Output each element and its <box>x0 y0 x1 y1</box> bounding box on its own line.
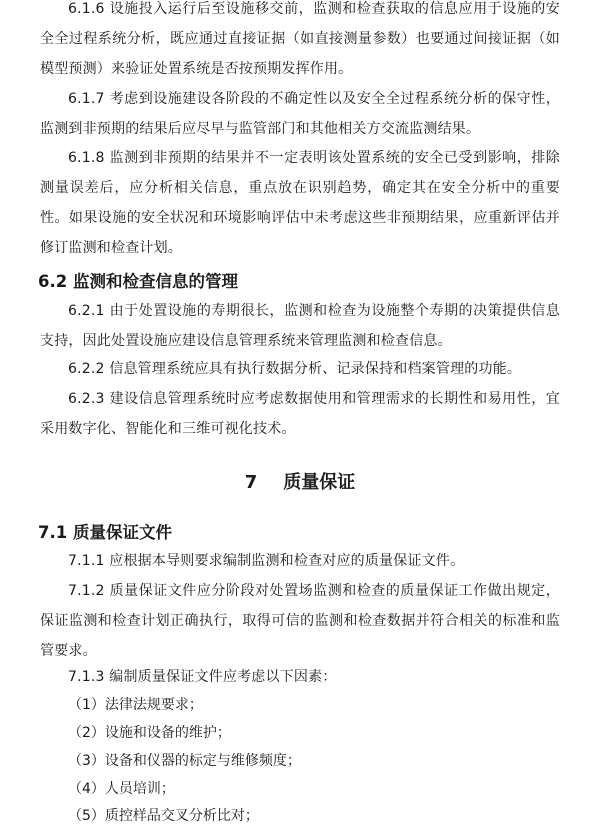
chapter-title: 质量保证 <box>283 472 356 493</box>
paragraph-6-2-2: 6.2.2 信息管理系统应具有执行数据分析、记录保持和档案管理的功能。 <box>68 361 522 377</box>
chapter-heading-7 <box>0 468 600 494</box>
paragraph-6-1-7: 6.1.7 考虑到设施建设各阶段的不确定性以及安全全过程系统分析的保守性，监测到非预期的结果后应尽早与监管部门和其他相关方交流监测结果。 <box>40 91 560 137</box>
list-item: （5）质控样品交叉分析比对； <box>68 808 259 824</box>
paragraph-6-1-6: 6.1.6 设施投入运行后至设施移交前，监测和检查获取的信息应用于设施的安全全过程系统分析，既应通过直接证据（如直接测量参数）也要通过间接证据（如模型预测）来验证处置系统是否按预期发挥作用。 <box>40 1 560 77</box>
list-item: （1）法律法规要求； <box>68 697 203 713</box>
section-heading-7-1: 7.1 质量保证文件 <box>38 523 172 542</box>
list-item: （3）设备和仪器的标定与维修频度； <box>68 753 301 769</box>
paragraph-6-2-3: 6.2.3 建设信息管理系统时应考虑数据使用和管理需求的长期性和易用性，宜采用数字化、智能化和三维可视化技术。 <box>40 391 560 437</box>
list-item: （4）人员培训； <box>68 781 175 797</box>
paragraph-6-1-8: 6.1.8 监测到非预期的结果并不一定表明该处置系统的安全已受到影响，排除测量误差后，应分析相关信息，重点放在识别趋势，确定其在安全分析中的重要性。如果设施的安全状况和环境影响评估中未考虑这些非预期结果，应重新评估并修订监测和检查计划。 <box>40 150 560 256</box>
paragraph-7-1-2: 7.1.2 质量保证文件应分阶段对处置场监测和检查的质量保证工作做出规定，保证监测和检查计划正确执行，取得可信的监测和检查数据并符合相关的标准和监管要求。 <box>40 583 560 659</box>
paragraph-7-1-1: 7.1.1 应根据本导则要求编制监测和检查对应的质量保证文件。 <box>68 553 465 569</box>
list-item: （2）设施和设备的维护； <box>68 725 231 741</box>
chapter-number: 7 <box>244 472 258 493</box>
section-heading-6-2: 6.2 监测和检查信息的管理 <box>38 272 238 291</box>
paragraph-6-2-1: 6.2.1 由于处置设施的寿期很长，监测和检查为设施整个寿期的决策提供信息支持，因此处置设施应建设信息管理系统来管理监测和检查信息。 <box>40 303 560 349</box>
paragraph-7-1-3: 7.1.3 编制质量保证文件应考虑以下因素： <box>68 669 337 685</box>
